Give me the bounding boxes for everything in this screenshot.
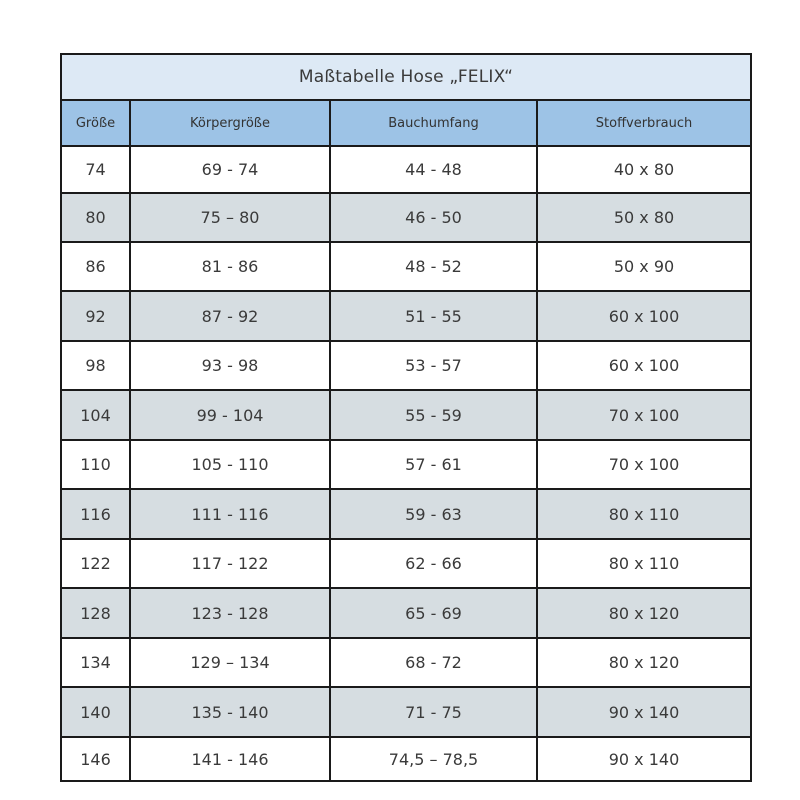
cell-body-height: 81 - 86 bbox=[130, 242, 330, 291]
cell-fabric: 70 x 100 bbox=[537, 390, 751, 440]
cell-fabric: 50 x 80 bbox=[537, 193, 751, 242]
cell-fabric: 80 x 110 bbox=[537, 489, 751, 539]
cell-fabric: 80 x 120 bbox=[537, 638, 751, 687]
cell-fabric: 90 x 140 bbox=[537, 687, 751, 737]
cell-waist: 44 - 48 bbox=[330, 146, 537, 193]
table-row bbox=[61, 242, 751, 291]
cell-fabric: 80 x 110 bbox=[537, 539, 751, 588]
cell-body-height: 135 - 140 bbox=[130, 687, 330, 737]
cell-size: 98 bbox=[61, 341, 130, 390]
cell-body-height: 69 - 74 bbox=[130, 146, 330, 193]
cell-body-height: 99 - 104 bbox=[130, 390, 330, 440]
table-title-row bbox=[61, 54, 751, 100]
size-chart-table bbox=[60, 53, 752, 782]
cell-body-height: 93 - 98 bbox=[130, 341, 330, 390]
table-row bbox=[61, 193, 751, 242]
cell-fabric: 80 x 120 bbox=[537, 588, 751, 638]
cell-body-height: 87 - 92 bbox=[130, 291, 330, 341]
cell-body-height: 105 - 110 bbox=[130, 440, 330, 489]
cell-body-height: 111 - 116 bbox=[130, 489, 330, 539]
cell-size: 74 bbox=[61, 146, 130, 193]
table-title: Maßtabelle Hose „FELIX“ bbox=[61, 54, 751, 100]
cell-waist: 57 - 61 bbox=[330, 440, 537, 489]
table-row bbox=[61, 737, 751, 781]
column-header-waist: Bauchumfang bbox=[330, 100, 537, 146]
table-row bbox=[61, 489, 751, 539]
table-body bbox=[61, 146, 751, 781]
cell-waist: 53 - 57 bbox=[330, 341, 537, 390]
cell-size: 128 bbox=[61, 588, 130, 638]
table-row bbox=[61, 687, 751, 737]
table-row bbox=[61, 440, 751, 489]
cell-size: 134 bbox=[61, 638, 130, 687]
cell-waist: 71 - 75 bbox=[330, 687, 537, 737]
cell-size: 92 bbox=[61, 291, 130, 341]
table-header-row bbox=[61, 100, 751, 146]
cell-waist: 68 - 72 bbox=[330, 638, 537, 687]
cell-size: 116 bbox=[61, 489, 130, 539]
cell-size: 80 bbox=[61, 193, 130, 242]
column-header-fabric: Stoffverbrauch bbox=[537, 100, 751, 146]
cell-body-height: 75 – 80 bbox=[130, 193, 330, 242]
cell-waist: 51 - 55 bbox=[330, 291, 537, 341]
cell-waist: 65 - 69 bbox=[330, 588, 537, 638]
table-row bbox=[61, 638, 751, 687]
cell-body-height: 117 - 122 bbox=[130, 539, 330, 588]
table-row bbox=[61, 539, 751, 588]
table-row bbox=[61, 146, 751, 193]
cell-size: 86 bbox=[61, 242, 130, 291]
cell-fabric: 40 x 80 bbox=[537, 146, 751, 193]
cell-waist: 46 - 50 bbox=[330, 193, 537, 242]
cell-waist: 55 - 59 bbox=[330, 390, 537, 440]
cell-size: 122 bbox=[61, 539, 130, 588]
column-header-size: Größe bbox=[61, 100, 130, 146]
cell-fabric: 60 x 100 bbox=[537, 341, 751, 390]
cell-size: 110 bbox=[61, 440, 130, 489]
cell-fabric: 50 x 90 bbox=[537, 242, 751, 291]
cell-size: 146 bbox=[61, 737, 130, 781]
cell-size: 104 bbox=[61, 390, 130, 440]
cell-waist: 48 - 52 bbox=[330, 242, 537, 291]
cell-waist: 74,5 – 78,5 bbox=[330, 737, 537, 781]
cell-body-height: 129 – 134 bbox=[130, 638, 330, 687]
table-row bbox=[61, 390, 751, 440]
table-row bbox=[61, 588, 751, 638]
cell-fabric: 70 x 100 bbox=[537, 440, 751, 489]
cell-body-height: 123 - 128 bbox=[130, 588, 330, 638]
cell-size: 140 bbox=[61, 687, 130, 737]
column-header-body-height: Körpergröße bbox=[130, 100, 330, 146]
cell-fabric: 60 x 100 bbox=[537, 291, 751, 341]
cell-waist: 62 - 66 bbox=[330, 539, 537, 588]
table-row bbox=[61, 291, 751, 341]
cell-waist: 59 - 63 bbox=[330, 489, 537, 539]
cell-fabric: 90 x 140 bbox=[537, 737, 751, 781]
table-row bbox=[61, 341, 751, 390]
cell-body-height: 141 - 146 bbox=[130, 737, 330, 781]
